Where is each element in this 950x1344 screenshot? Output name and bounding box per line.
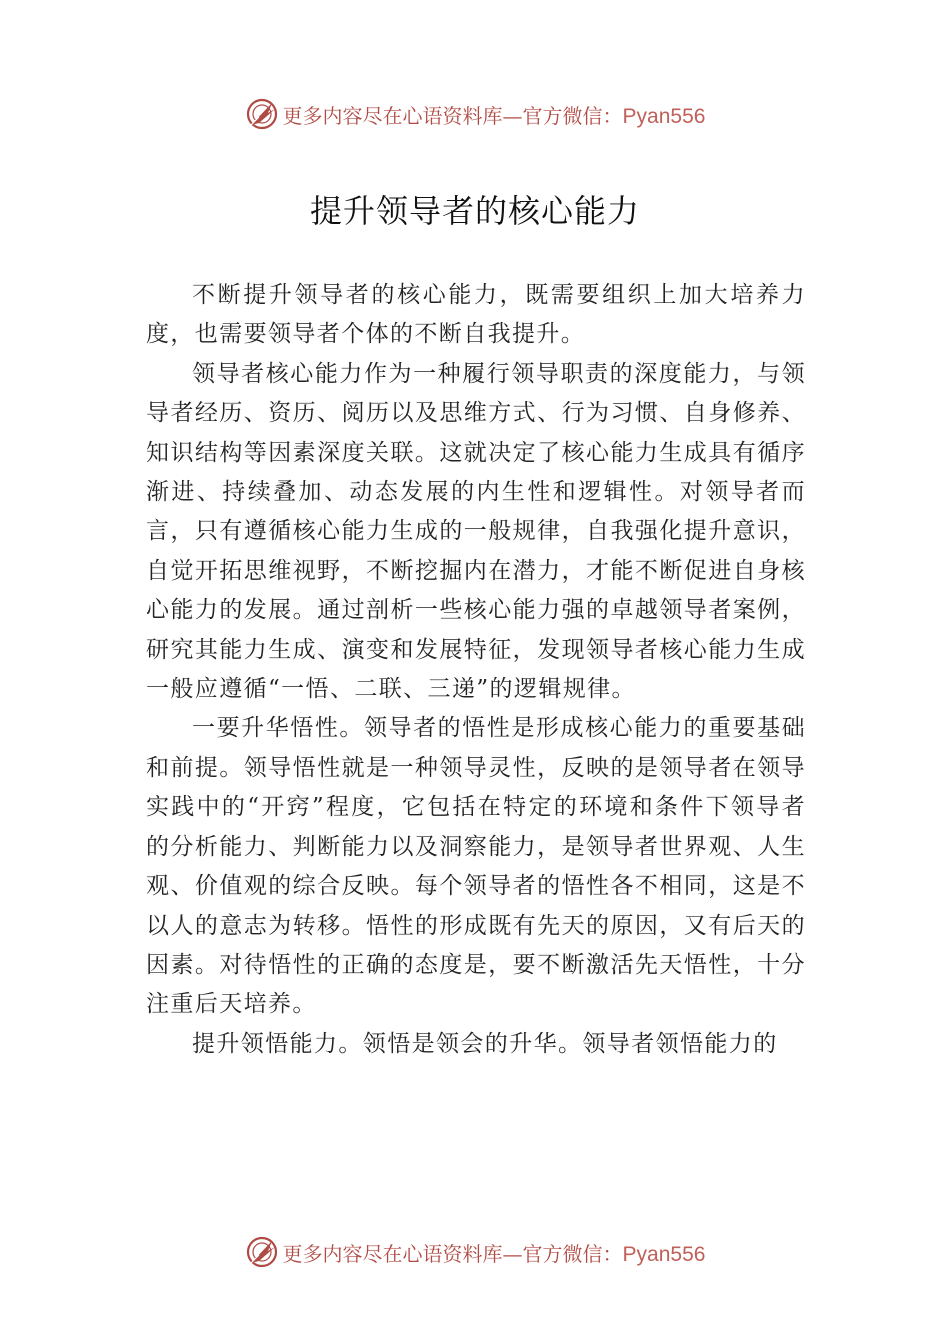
document-body xyxy=(146,276,806,1064)
paragraph: 一要升华悟性。领导者的悟性是形成核心能力的重要基础和前提。领导悟性就是一种领导灵性，反映的是领导者在领导实践中的“开窍”程度，它包括在特定的环境和条件下领导者的分析能力、判断能力以及洞察能力，是领导者世界观、人生观、价值观的综合反映。每个领导者的悟性各不相同，这是不以人的意志为转移。悟性的形成既有先天的原因，又有后天的因素。对待悟性的正确的态度是，要不断激活先天悟性，十分注重后天培养。 xyxy=(146,715,806,1018)
paragraph: 领导者核心能力作为一种履行领导职责的深度能力，与领导者经历、资历、阅历以及思维方式、行为习惯、自身修养、知识结构等因素深度关联。这就决定了核心能力生成具有循序渐进、持续叠加、动态发展的内生性和逻辑性。对领导者而言，只有遵循核心能力生成的一般规律，自我强化提升意识，自觉开拓思维视野，不断挖掘内在潜力，才能不断促进自身核心能力的发展。通过剖析一些核心能力强的卓越领导者案例，研究其能力生成、演变和发展特征，发现领导者核心能力生成一般应遵循“一悟、二联、三递”的逻辑规律。 xyxy=(146,360,806,703)
banner-text: 更多内容尽在心语资料库—官方微信：Pyan556 xyxy=(282,1241,706,1266)
quill-logo-icon xyxy=(245,1235,279,1269)
paragraph: 提升领悟能力。领悟是领会的升华。领导者领悟能力的 xyxy=(192,1030,778,1057)
footer-banner xyxy=(0,1232,950,1272)
header-banner xyxy=(0,94,950,134)
document-title: 提升领导者的核心能力 xyxy=(309,192,640,230)
banner-text: 更多内容尽在心语资料库—官方微信：Pyan556 xyxy=(282,103,706,128)
quill-logo-icon xyxy=(245,97,279,131)
paragraph: 不断提升领导者的核心能力，既需要组织上加大培养力度，也需要领导者个体的不断自我提升。 xyxy=(146,282,806,348)
